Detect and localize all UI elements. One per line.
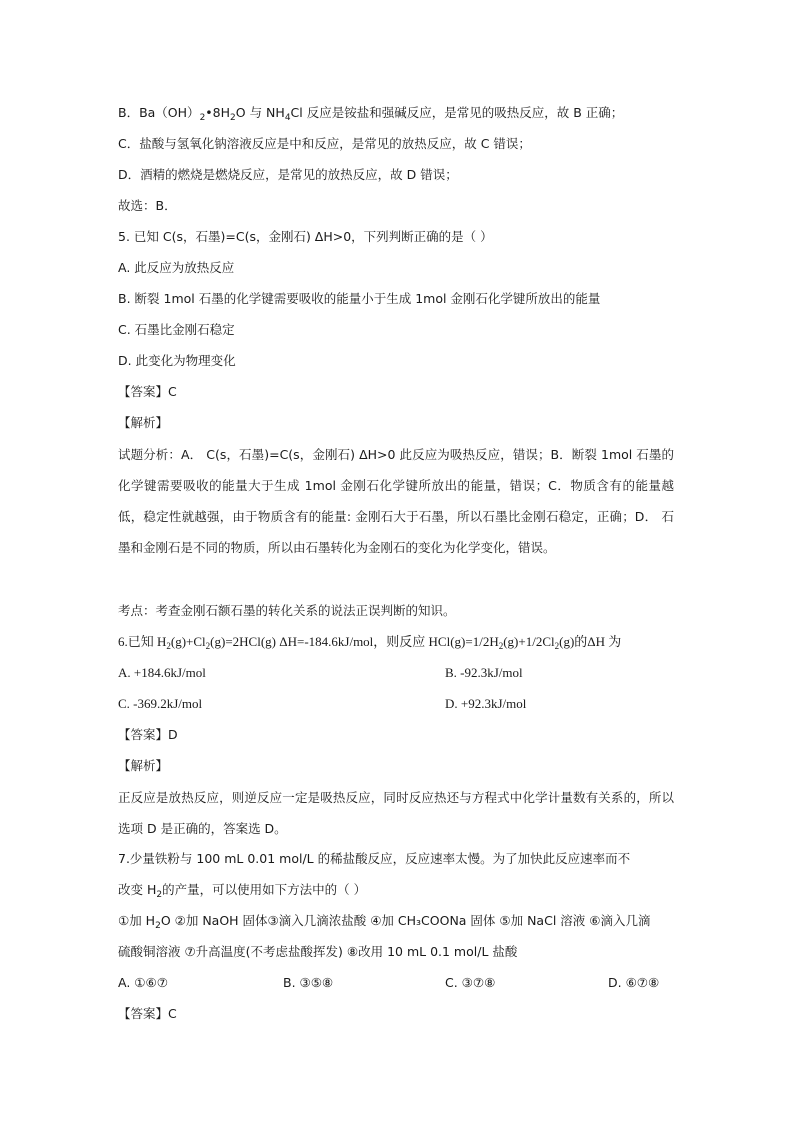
q5-option-c: C. 石墨比金刚石稳定 <box>118 322 235 337</box>
q7-option-c: C. ③⑦⑧ <box>445 975 496 990</box>
q6-option-c: C. -369.2kJ/mol <box>118 696 203 711</box>
q7-option-b: B. ③⑤⑧ <box>283 975 334 990</box>
q6-analysis-label: 【解析】 <box>118 758 169 773</box>
q6-option-b: B. -92.3kJ/mol <box>445 665 523 680</box>
q7-stem-line2: 改变 $H_2$的产量，可以使用如下方法中的（ ） <box>118 882 367 900</box>
q7-option-a: A. ①⑥⑦ <box>118 975 168 990</box>
q4-explain-c: C．盐酸与氢氧化钠溶液反应是中和反应，是常见的放热反应，故 C 错误； <box>118 136 531 151</box>
q4-conclusion: 故选：B． <box>118 198 177 213</box>
q7-methods-line2: 硫酸铜溶液 ⑦升高温度(不考虑盐酸挥发) ⑧改用 10 mL 0.1 mol/L 盐酸 <box>118 944 518 959</box>
q6-analysis: 正反应是放热反应，则逆反应一定是吸热反应，同时反应热还与方程式中化学计量数有关系的，所以选项 D 是正确的，答案选 D。 <box>118 790 674 836</box>
q6-stem: 6.已知 $H_2(g)+Cl_2(g)=2HCl(g)$ ΔH=-184.6kJ/mol，则反应 $HCl(g)=1/2H_2(g)+1/2Cl_2(g)$的ΔH 为 <box>118 634 622 651</box>
q5-analysis: 试题分析：A． C(s，石墨)=C(s，金刚石) ΔH>0 此反应为吸热反应，错误；B．断裂 1mol 石墨的化学键需要吸收的能量大于生成 1mol 金刚石化学键所放出的能量，错误；C．物质含有的能量越低，稳定性就越强，由于物质含有的能量: 金刚石大于石墨，所以石墨比金刚石稳定，正确；D． 石墨和金刚石是不同的物质，所以由石墨转化为金刚石的变化为化学变化，错误。 <box>118 447 674 555</box>
q7-stem-line1: 7.少量铁粉与 100 mL 0.01 mol/L 的稀盐酸反应，反应速率太慢。为了加快此反应速率而不 <box>118 851 631 866</box>
q5-option-a: A. 此反应为放热反应 <box>118 260 235 275</box>
q7-option-d: D. ⑥⑦⑧ <box>608 975 660 990</box>
q7-answer <box>118 1004 177 1024</box>
q5-analysis-label: 【解析】 <box>118 415 169 430</box>
q6-option-d: D. +92.3kJ/mol <box>445 696 527 711</box>
answer-label: 【答案】 <box>118 1006 169 1021</box>
answer-value: C <box>168 384 177 399</box>
q5-stem: 5. 已知 C(s，石墨)=C(s，金刚石) ΔH>0，下列判断正确的是（ ） <box>118 229 493 244</box>
answer-label: 【答案】 <box>118 384 169 399</box>
q6-option-a: A. +184.6kJ/mol <box>118 665 206 680</box>
q7-methods-line1: ①加 $H_2O$ ②加 NaOH 固体③滴入几滴浓盐酸 ④加 CH₃COONa 固体 ⑤加 NaCl 溶液 ⑥滴入几滴 <box>118 913 651 931</box>
q5-answer <box>118 382 177 402</box>
answer-label: 【答案】 <box>118 727 169 742</box>
answer-value: D <box>168 727 178 742</box>
q4-explain-d: D．酒精的燃烧是燃烧反应，是常见的放热反应，故 D 错误； <box>118 167 458 182</box>
q5-kaodian: 考点：考查金刚石额石墨的转化关系的说法正误判断的知识。 <box>118 603 456 618</box>
q4-explain-b: B．$Ba(OH)_2•8H_2O$ 与 $NH_4Cl$ 反应是铵盐和强碱反应，是常见的吸热反应，故 B 正确； <box>118 105 624 123</box>
q5-option-d: D. 此变化为物理变化 <box>118 353 236 368</box>
q6-answer <box>118 725 178 745</box>
answer-value: C <box>168 1006 177 1021</box>
q5-option-b: B. 断裂 1mol 石墨的化学键需要吸收的能量小于生成 1mol 金刚石化学键所放出的能量 <box>118 291 601 306</box>
